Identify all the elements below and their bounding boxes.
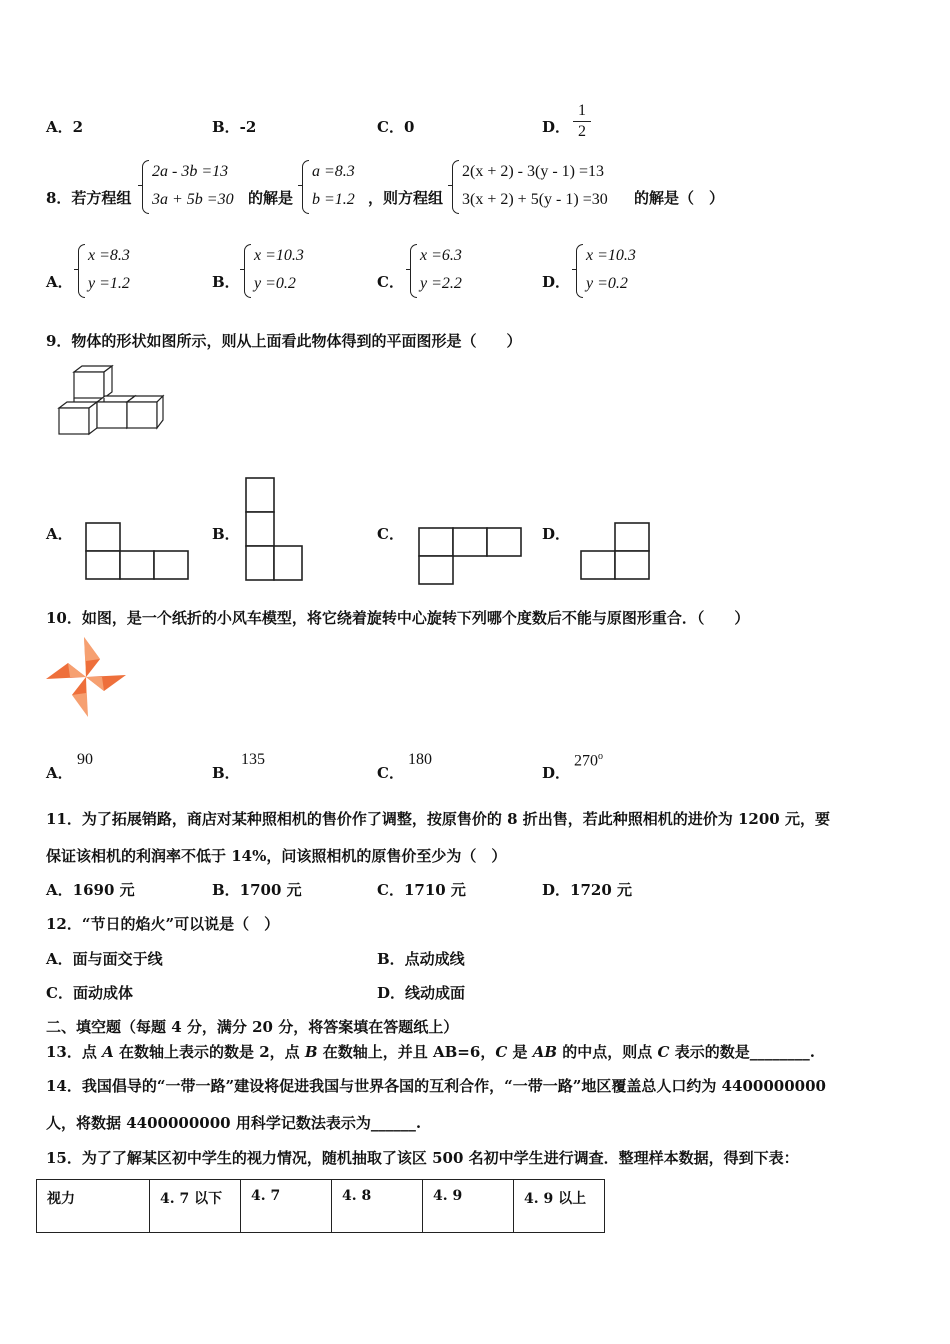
q10-option-a-label: A． [46,764,73,782]
system-row-1: x =10.3 [254,247,304,264]
q9-option-a-figure [84,520,192,582]
text: 13．点 [46,1043,103,1061]
q10-pinwheel-figure [44,636,130,718]
q9-option-c-label: C． [377,525,404,543]
table-cell: 视力 [37,1180,150,1233]
q13-question [46,1041,815,1062]
q8-solution [302,158,355,214]
q9-option-b-figure [244,475,308,583]
text: 表示的数是________. [669,1043,815,1061]
text: 的中点，则点 [557,1043,658,1061]
q8-solution-row-2: b =1.2 [312,191,355,208]
q9-option-b-label: B． [212,525,240,543]
q8-system-2-row-1: 2(x + 2) - 3(y - 1) =13 [462,163,605,180]
q8-option-c-label: C． [377,273,404,291]
q8-system-1-row-1: 2a - 3b =13 [152,163,229,180]
text: 在数轴上表示的数是 2，点 [113,1043,305,1061]
q8-option-d-system [576,242,636,298]
q8-option-c-system [410,242,462,298]
q9-option-d-figure [578,520,654,582]
point-label: B [304,1043,318,1061]
q8-prefix: 8．若方程组 [46,189,132,207]
degree-number: 270 [574,752,598,770]
q10-option-c-value: 180 [408,751,432,768]
q8-option-b-label: B． [212,273,240,291]
q8-system-1 [142,158,234,214]
q15-question: 15．为了了解某区初中学生的视力情况，随机抽取了该区 500 名初中学生进行调查．整理样本数据，得到下表： [46,1149,799,1167]
system-row-2: y =0.2 [586,275,628,292]
q12-option-b: B．点动成线 [377,950,465,968]
q8-mid-2: ，则方程组 [368,189,444,207]
q14-question-line-2: 人，将数据 4400000000 用科学记数法表示为______. [46,1114,422,1132]
q8-system-2-row-2: 3(x + 2) + 5(y - 1) =30 [462,191,608,208]
q8-option-d-label: D． [542,273,571,291]
section-heading: 二、填空题（每题 4 分，满分 20 分，将答案填在答题纸上） [46,1018,459,1036]
q12-option-a: A．面与面交于线 [46,950,163,968]
q8-option-a-system [78,242,130,298]
q10-option-a-value: 90 [77,751,93,768]
q12-option-c: C．面动成体 [46,984,133,1002]
q8-option-b-system [244,242,304,298]
system-row-1: x =8.3 [88,247,130,264]
q11-question-line-1: 11．为了拓展销路，商店对某种照相机的售价作了调整，按原售价的 8 折出售，若此种照相机的进价为 1200 元，要 [46,810,830,828]
q9-option-c-figure [416,525,526,587]
q9-option-d-label: D． [542,525,571,543]
q8-system-1-row-2: 3a + 5b =30 [152,191,234,208]
table-row [37,1180,605,1233]
q7-option-c: C．0 [377,118,415,136]
point-label: C [495,1043,508,1061]
q7-option-b: B．-2 [212,118,257,136]
q10-option-b-label: B． [212,764,240,782]
q9-option-a-label: A． [46,525,73,543]
q12-option-d: D．线动成面 [377,984,466,1002]
pinwheel-blade [68,663,86,677]
pinwheel-blade [72,677,86,695]
system-row-1: x =6.3 [420,247,462,264]
text: 是 [507,1043,533,1061]
point-label: A [102,1043,114,1061]
q11-option-a: A．1690 元 [46,881,135,899]
q10-option-d-label: D． [542,764,571,782]
table-cell: 4. 8 [332,1180,423,1233]
q11-question-line-2: 保证该相机的利润率不低于 14%，问该照相机的原售价至少为（ ） [46,847,507,865]
system-row-2: y =2.2 [420,275,462,292]
pinwheel-blade [86,659,100,677]
segment-label: AB [532,1043,558,1061]
q11-option-b: B．1700 元 [212,881,302,899]
text: 在数轴上，并且 AB=6， [317,1043,496,1061]
q8-suffix: 的解是（ ） [634,189,725,207]
table-cell: 4. 7 以下 [150,1180,241,1233]
table-cell: 4. 9 [423,1180,514,1233]
q15-vision-table [36,1179,605,1233]
point-label: C [657,1043,670,1061]
q10-option-b-value: 135 [241,751,265,768]
system-row-1: x =10.3 [586,247,636,264]
q8-option-a-label: A． [46,273,73,291]
q10-question: 10．如图，是一个纸折的小风车模型，将它绕着旋转中心旋转下列哪个度数后不能与原图形重合．（ ） [46,609,750,627]
q7-option-a: A．2 [46,118,84,136]
fraction-denominator: 2 [578,123,586,140]
fraction-numerator: 1 [578,102,586,119]
q8-solution-row-1: a =8.3 [312,163,355,180]
q10-option-d-value [574,751,603,770]
q8-system-2 [452,158,608,214]
degree-symbol: o [598,751,603,762]
q14-question-line-1: 14．我国倡导的“一带一路”建设将促进我国与世界各国的互利合作，“一带一路”地区覆盖总人口约为 4400000000 [46,1077,826,1095]
q12-question: 12．“节日的焰火”可以说是（ ） [46,915,280,933]
q9-solid-figure [56,364,166,439]
q11-option-c: C．1710 元 [377,881,466,899]
q11-option-d: D．1720 元 [542,881,632,899]
q9-question: 9．物体的形状如图所示，则从上面看此物体得到的平面图形是（ ） [46,332,522,350]
pinwheel-blade [86,677,104,691]
table-cell: 4. 9 以上 [514,1180,605,1233]
system-row-2: y =0.2 [254,275,296,292]
table-cell: 4. 7 [241,1180,332,1233]
q10-option-c-label: C． [377,764,404,782]
q7-option-d-fraction [573,102,591,141]
q7-option-d: D． [542,118,571,136]
system-row-2: y =1.2 [88,275,130,292]
q8-mid-1: 的解是 [248,189,294,207]
